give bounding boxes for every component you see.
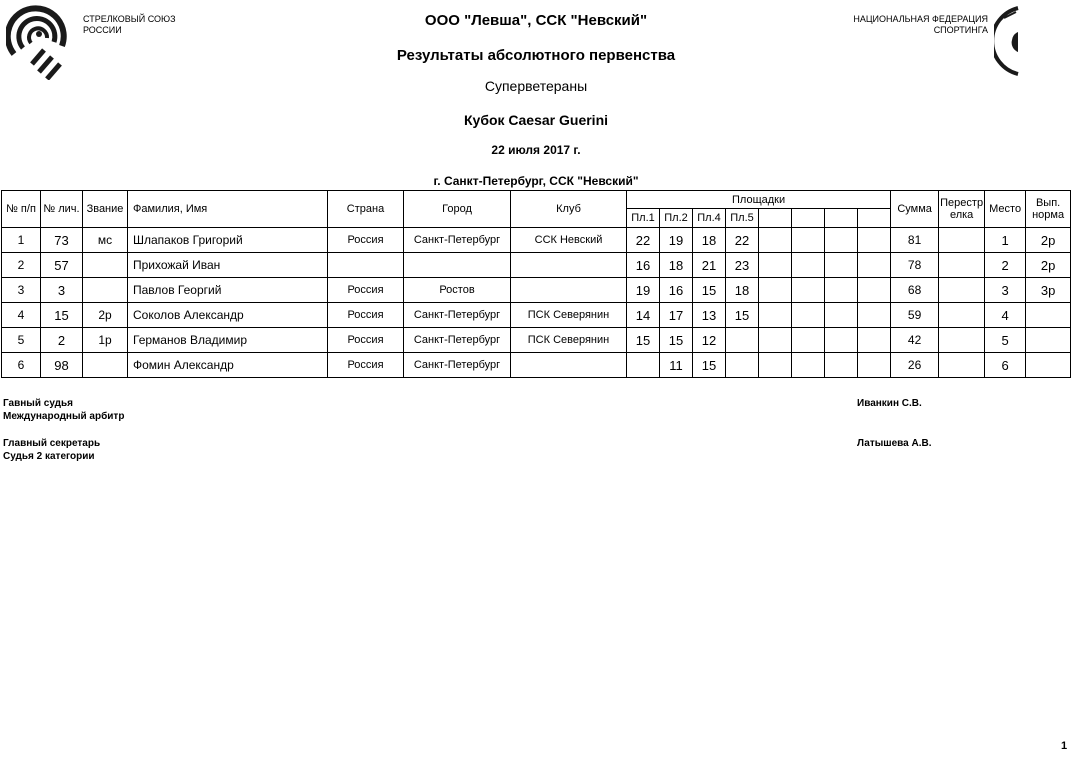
cell-ground-score: [858, 303, 891, 328]
cell-country: Россия: [328, 328, 404, 353]
cell-city: Ростов: [404, 278, 511, 303]
table-row: [2, 328, 1071, 353]
header-club: Клуб: [511, 191, 627, 228]
cell-city: Санкт-Петербург: [404, 228, 511, 253]
results-table: [1, 190, 1071, 378]
cell-club: ССК Невский: [511, 228, 627, 253]
cell-ground-score: [858, 328, 891, 353]
cell-norm: 2р: [1026, 228, 1071, 253]
cell-city: [404, 253, 511, 278]
cell-ground-score: [726, 353, 759, 378]
organizer-name: ООО "Левша", ССК "Невский": [424, 12, 648, 29]
event-date: 22 июля 2017 г.: [491, 143, 581, 157]
header-num: № п/п: [2, 191, 41, 228]
cell-country: Россия: [328, 228, 404, 253]
chief-judge-title: Гавный судья: [3, 398, 73, 409]
cell-club: ПСК Северянин: [511, 328, 627, 353]
cell-ground-score: [627, 353, 660, 378]
cell-ground-score: [825, 278, 858, 303]
cell-num: 2: [2, 253, 41, 278]
header-sum: Сумма: [891, 191, 939, 228]
cell-license: 2: [41, 328, 83, 353]
cell-sum: 68: [891, 278, 939, 303]
cell-norm: [1026, 303, 1071, 328]
cell-city: Санкт-Петербург: [404, 328, 511, 353]
header-license: № лич.: [41, 191, 83, 228]
cell-ground-score: [825, 228, 858, 253]
cell-ground-score: [792, 303, 825, 328]
cell-num: 5: [2, 328, 41, 353]
cell-sum: 42: [891, 328, 939, 353]
cell-place: 5: [985, 328, 1026, 353]
cell-sum: 59: [891, 303, 939, 328]
cell-place: 4: [985, 303, 1026, 328]
header-ground: [825, 209, 858, 228]
table-row: [2, 253, 1071, 278]
chief-secretary-name: Латышева А.В.: [857, 438, 932, 449]
cell-shootoff: [939, 353, 985, 378]
category-label: Суперветераны: [484, 78, 588, 94]
table-row: [2, 303, 1071, 328]
cell-ground-score: 21: [693, 253, 726, 278]
cell-name: Соколов Александр: [128, 303, 328, 328]
cell-ground-score: [858, 278, 891, 303]
cell-place: 2: [985, 253, 1026, 278]
cell-name: Шлапаков Григорий: [128, 228, 328, 253]
cell-ground-score: 18: [660, 253, 693, 278]
cell-norm: [1026, 353, 1071, 378]
cell-ground-score: [759, 253, 792, 278]
cell-ground-score: 19: [627, 278, 660, 303]
cell-rank: 1р: [83, 328, 128, 353]
org-right-name: НАЦИОНАЛЬНАЯ ФЕДЕРАЦИЯ СПОРТИНГА: [853, 14, 988, 35]
cell-place: 3: [985, 278, 1026, 303]
cell-license: 73: [41, 228, 83, 253]
cell-ground-score: 14: [627, 303, 660, 328]
cell-ground-score: [858, 228, 891, 253]
cup-name: Кубок Caesar Guerini: [463, 112, 609, 128]
cell-country: Россия: [328, 278, 404, 303]
cell-license: 98: [41, 353, 83, 378]
cell-ground-score: [792, 328, 825, 353]
chief-secretary-rank: Судья 2 категории: [3, 451, 95, 462]
cell-ground-score: 15: [693, 278, 726, 303]
cell-country: Россия: [328, 303, 404, 328]
header-city: Город: [404, 191, 511, 228]
cell-rank: 2р: [83, 303, 128, 328]
header-ground: [792, 209, 825, 228]
cell-ground-score: [858, 353, 891, 378]
header-ground: Пл.1: [627, 209, 660, 228]
cell-club: [511, 253, 627, 278]
cell-ground-score: 23: [726, 253, 759, 278]
cell-ground-score: 15: [693, 353, 726, 378]
cell-sum: 26: [891, 353, 939, 378]
chief-secretary-title: Главный секретарь: [3, 438, 101, 449]
cell-city: Санкт-Петербург: [404, 353, 511, 378]
venue-label: г. Санкт-Петербург, ССК "Невский": [433, 174, 639, 188]
header-grounds: Площадки: [627, 191, 891, 209]
cell-place: 1: [985, 228, 1026, 253]
cell-ground-score: [825, 328, 858, 353]
cell-rank: [83, 278, 128, 303]
cell-ground-score: [792, 253, 825, 278]
cell-ground-score: [825, 353, 858, 378]
cell-ground-score: 18: [693, 228, 726, 253]
cell-place: 6: [985, 353, 1026, 378]
cell-shootoff: [939, 228, 985, 253]
header-name: Фамилия, Имя: [128, 191, 328, 228]
cell-ground-score: [792, 228, 825, 253]
header-country: Страна: [328, 191, 404, 228]
table-row: [2, 228, 1071, 253]
cell-rank: мс: [83, 228, 128, 253]
cell-ground-score: 16: [627, 253, 660, 278]
cell-shootoff: [939, 328, 985, 353]
cell-num: 1: [2, 228, 41, 253]
cell-country: [328, 253, 404, 278]
cell-ground-score: 22: [627, 228, 660, 253]
header-norm: Вып. норма: [1026, 191, 1071, 228]
cell-num: 4: [2, 303, 41, 328]
cell-ground-score: [726, 328, 759, 353]
cell-license: 57: [41, 253, 83, 278]
cell-shootoff: [939, 278, 985, 303]
header-ground: Пл.4: [693, 209, 726, 228]
page-number: 1: [1061, 740, 1068, 752]
cell-ground-score: 11: [660, 353, 693, 378]
cell-rank: [83, 253, 128, 278]
cell-ground-score: [825, 253, 858, 278]
chief-judge-name: Иванкин С.В.: [857, 398, 922, 409]
cell-ground-score: 12: [693, 328, 726, 353]
header-ground: Пл.2: [660, 209, 693, 228]
cell-ground-score: 17: [660, 303, 693, 328]
cell-ground-score: 15: [726, 303, 759, 328]
table-row: [2, 353, 1071, 378]
cell-ground-score: 19: [660, 228, 693, 253]
header-place: Место: [985, 191, 1026, 228]
chief-judge-rank: Международный арбитр: [3, 411, 125, 422]
cell-ground-score: 18: [726, 278, 759, 303]
cell-ground-score: [858, 253, 891, 278]
cell-license: 15: [41, 303, 83, 328]
cell-ground-score: 13: [693, 303, 726, 328]
cell-norm: 2р: [1026, 253, 1071, 278]
cell-ground-score: [825, 303, 858, 328]
cell-sum: 78: [891, 253, 939, 278]
header-ground: [858, 209, 891, 228]
cell-country: Россия: [328, 353, 404, 378]
cell-club: ПСК Северянин: [511, 303, 627, 328]
cell-city: Санкт-Петербург: [404, 303, 511, 328]
org-left-name: СТРЕЛКОВЫЙ СОЮЗ РОССИИ: [83, 14, 176, 35]
cell-num: 6: [2, 353, 41, 378]
header-ground: [759, 209, 792, 228]
cell-shootoff: [939, 253, 985, 278]
cell-num: 3: [2, 278, 41, 303]
cell-name: Германов Владимир: [128, 328, 328, 353]
cell-ground-score: 15: [660, 328, 693, 353]
cell-club: [511, 353, 627, 378]
cell-ground-score: [759, 328, 792, 353]
cell-ground-score: [792, 278, 825, 303]
cell-ground-score: [759, 228, 792, 253]
cell-ground-score: [759, 278, 792, 303]
cell-ground-score: [759, 353, 792, 378]
cell-name: Павлов Георгий: [128, 278, 328, 303]
cell-ground-score: 22: [726, 228, 759, 253]
cell-name: Фомин Александр: [128, 353, 328, 378]
cell-shootoff: [939, 303, 985, 328]
cell-license: 3: [41, 278, 83, 303]
header-rank: Звание: [83, 191, 128, 228]
table-row: [2, 278, 1071, 303]
cell-sum: 81: [891, 228, 939, 253]
cell-rank: [83, 353, 128, 378]
cell-norm: 3р: [1026, 278, 1071, 303]
cell-club: [511, 278, 627, 303]
document-title: Результаты абсолютного первенства: [396, 47, 676, 64]
cell-norm: [1026, 328, 1071, 353]
header-shootoff: Перестрелка: [939, 191, 985, 228]
header-ground: Пл.5: [726, 209, 759, 228]
cell-ground-score: [792, 353, 825, 378]
cell-ground-score: [759, 303, 792, 328]
cell-ground-score: 15: [627, 328, 660, 353]
cell-name: Прихожай Иван: [128, 253, 328, 278]
cell-ground-score: 16: [660, 278, 693, 303]
